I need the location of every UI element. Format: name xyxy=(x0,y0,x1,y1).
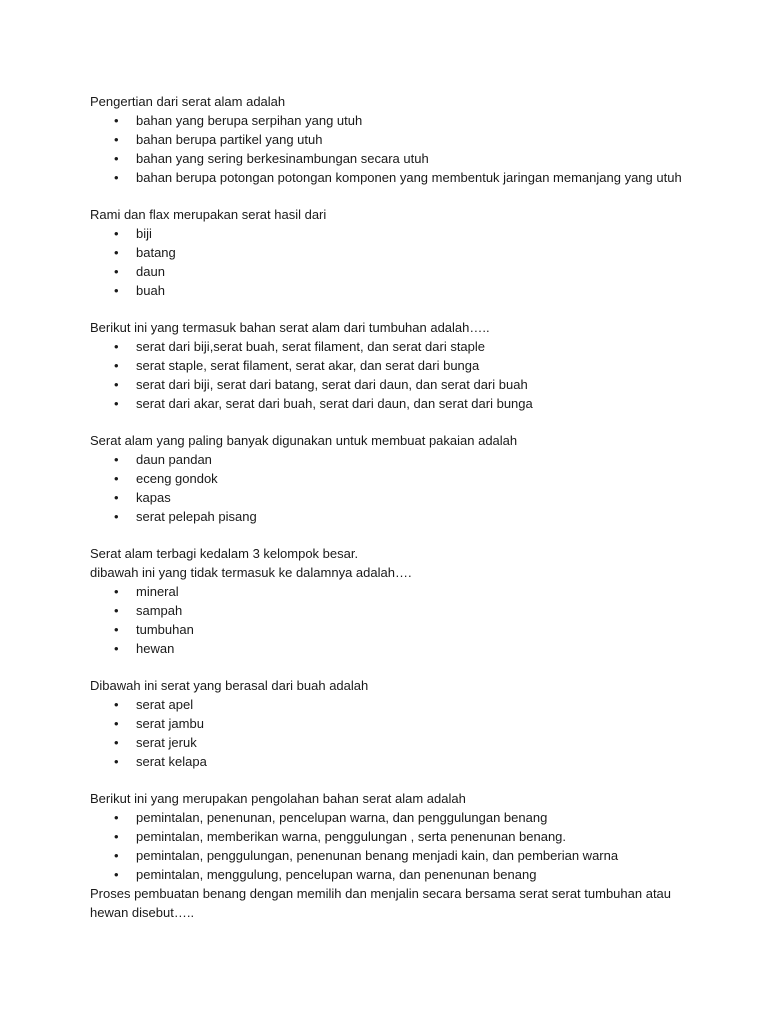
option-list xyxy=(90,111,730,187)
option-text: bahan berupa potongan potongan komponen yang membentuk jaringan memanjang yang utuh xyxy=(136,170,682,185)
list-item xyxy=(90,450,730,469)
bullet-icon: • xyxy=(114,339,119,354)
option-text: serat dari akar, serat dari buah, serat dari daun, dan serat dari bunga xyxy=(136,396,533,411)
option-list xyxy=(90,224,730,300)
option-text: bahan yang berupa serpihan yang utuh xyxy=(136,113,363,128)
list-item xyxy=(90,582,730,601)
bullet-icon: • xyxy=(114,396,119,411)
option-text: sampah xyxy=(136,603,183,618)
bullet-icon: • xyxy=(114,471,119,486)
list-item xyxy=(90,281,730,300)
list-item xyxy=(90,714,730,733)
bullet-icon: • xyxy=(114,490,119,505)
bullet-icon: • xyxy=(114,151,119,166)
question-4 xyxy=(90,431,730,526)
question-text: Berikut ini yang termasuk bahan serat alam dari tumbuhan adalah….. xyxy=(90,320,490,335)
bullet-icon: • xyxy=(114,848,119,863)
option-text: daun pandan xyxy=(136,452,212,467)
option-list xyxy=(90,695,730,771)
option-text: buah xyxy=(136,283,165,298)
list-item xyxy=(90,394,730,413)
question-7 xyxy=(90,789,730,884)
question-text: Serat alam terbagi kedalam 3 kelompok besar. xyxy=(90,546,359,561)
option-text: serat kelapa xyxy=(136,754,207,769)
option-text: serat apel xyxy=(136,697,194,712)
bullet-icon: • xyxy=(114,716,119,731)
list-item xyxy=(90,224,730,243)
option-list xyxy=(90,582,730,658)
list-item xyxy=(90,488,730,507)
question-2 xyxy=(90,205,730,300)
bullet-icon: • xyxy=(114,264,119,279)
option-text: pemintalan, menggulung, pencelupan warna, dan penenunan benang xyxy=(136,867,537,882)
question-text: Dibawah ini serat yang berasal dari buah adalah xyxy=(90,678,369,693)
question-text: Proses pembuatan benang dengan memilih dan menjalin secara bersama serat serat tumbuhan atau xyxy=(90,886,672,901)
question-text: Serat alam yang paling banyak digunakan untuk membuat pakaian adalah xyxy=(90,433,518,448)
list-item xyxy=(90,356,730,375)
bullet-icon: • xyxy=(114,132,119,147)
bullet-icon: • xyxy=(114,452,119,467)
bullet-icon: • xyxy=(114,810,119,825)
bullet-icon: • xyxy=(114,358,119,373)
list-item xyxy=(90,375,730,394)
question-text: Rami dan flax merupakan serat hasil dari xyxy=(90,207,327,222)
option-text: daun xyxy=(136,264,165,279)
question-text: Berikut ini yang merupakan pengolahan bahan serat alam adalah xyxy=(90,791,466,806)
bullet-icon: • xyxy=(114,622,119,637)
list-item xyxy=(90,469,730,488)
list-item xyxy=(90,639,730,658)
option-text: bahan berupa partikel yang utuh xyxy=(136,132,323,147)
list-item xyxy=(90,733,730,752)
option-text: batang xyxy=(136,245,176,260)
list-item xyxy=(90,601,730,620)
bullet-icon: • xyxy=(114,509,119,524)
bullet-icon: • xyxy=(114,829,119,844)
option-list xyxy=(90,808,730,884)
question-text: dibawah ini yang tidak termasuk ke dalamnya adalah…. xyxy=(90,565,412,580)
option-text: tumbuhan xyxy=(136,622,194,637)
option-text: serat pelepah pisang xyxy=(136,509,257,524)
option-text: mineral xyxy=(136,584,179,599)
option-text: serat jeruk xyxy=(136,735,197,750)
question-text: hewan disebut….. xyxy=(90,905,195,920)
bullet-icon: • xyxy=(114,867,119,882)
bullet-icon: • xyxy=(114,641,119,656)
option-text: pemintalan, penenunan, pencelupan warna, dan penggulungan benang xyxy=(136,810,548,825)
option-list xyxy=(90,337,730,413)
list-item xyxy=(90,620,730,639)
question-5 xyxy=(90,544,730,658)
question-3 xyxy=(90,318,730,413)
option-text: kapas xyxy=(136,490,171,505)
option-text: eceng gondok xyxy=(136,471,218,486)
bullet-icon: • xyxy=(114,377,119,392)
bullet-icon: • xyxy=(114,283,119,298)
question-6 xyxy=(90,676,730,771)
bullet-icon: • xyxy=(114,754,119,769)
list-item xyxy=(90,111,730,130)
question-text: Pengertian dari serat alam adalah xyxy=(90,94,286,109)
option-list xyxy=(90,450,730,526)
list-item xyxy=(90,808,730,827)
option-text: bahan yang sering berkesinambungan secara utuh xyxy=(136,151,429,166)
list-item xyxy=(90,695,730,714)
bullet-icon: • xyxy=(114,603,119,618)
document-content xyxy=(90,92,730,940)
list-item xyxy=(90,130,730,149)
list-item xyxy=(90,262,730,281)
question-8 xyxy=(90,884,730,922)
bullet-icon: • xyxy=(114,584,119,599)
option-text: serat jambu xyxy=(136,716,204,731)
option-text: hewan xyxy=(136,641,175,656)
option-text: serat dari biji,serat buah, serat filament, dan serat dari staple xyxy=(136,339,486,354)
bullet-icon: • xyxy=(114,735,119,750)
list-item xyxy=(90,865,730,884)
bullet-icon: • xyxy=(114,697,119,712)
list-item xyxy=(90,827,730,846)
list-item xyxy=(90,752,730,771)
option-text: biji xyxy=(136,226,152,241)
option-text: pemintalan, memberikan warna, penggulungan , serta penenunan benang. xyxy=(136,829,567,844)
list-item xyxy=(90,149,730,168)
list-item xyxy=(90,337,730,356)
option-text: serat staple, serat filament, serat akar, dan serat dari bunga xyxy=(136,358,480,373)
option-text: serat dari biji, serat dari batang, serat dari daun, dan serat dari buah xyxy=(136,377,528,392)
bullet-icon: • xyxy=(114,226,119,241)
list-item xyxy=(90,243,730,262)
option-text: pemintalan, penggulungan, penenunan benang menjadi kain, dan pemberian warna xyxy=(136,848,619,863)
bullet-icon: • xyxy=(114,245,119,260)
bullet-icon: • xyxy=(114,170,119,185)
question-1 xyxy=(90,92,730,187)
list-item xyxy=(90,846,730,865)
list-item xyxy=(90,507,730,526)
bullet-icon: • xyxy=(114,113,119,128)
list-item xyxy=(90,168,730,187)
